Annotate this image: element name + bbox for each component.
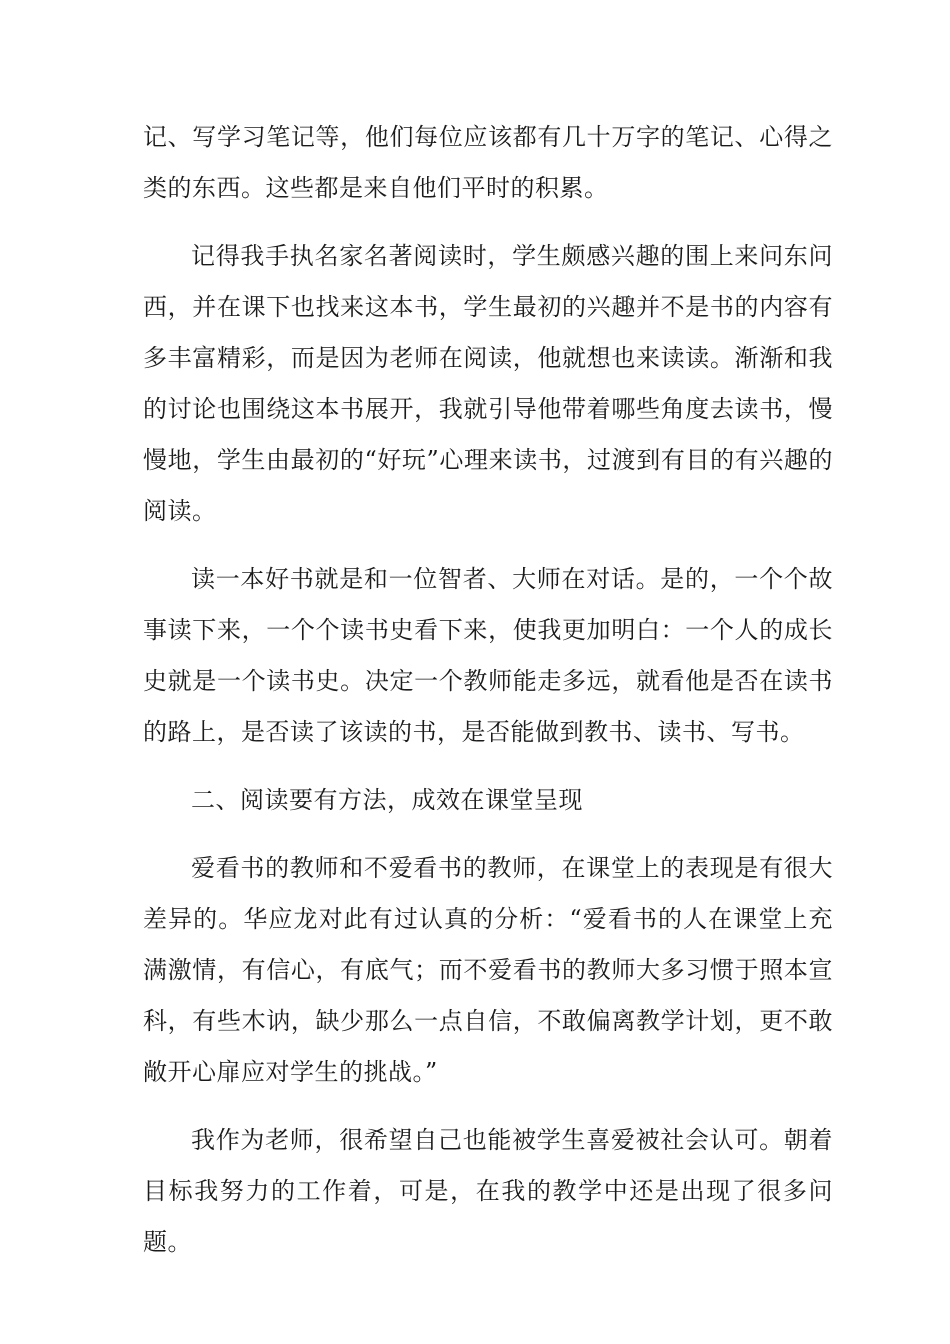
paragraph-1: 记、写学习笔记等，他们每位应该都有几十万字的笔记、心得之类的东西。这些都是来自他们平时的积累。 xyxy=(143,123,833,202)
document-body xyxy=(143,112,833,1285)
section-heading: 二、阅读要有方法，成效在课堂呈现 xyxy=(191,786,583,814)
paragraph-2: 记得我手执名家名著阅读时，学生颇感兴趣的围上来问东问西，并在课下也找来这本书，学生最初的兴趣并不是书的内容有多丰富精彩，而是因为老师在阅读，他就想也来读读。渐渐和我的讨论也围绕这本书展开，我就引导他带着哪些角度去读书，慢慢地，学生由最初的“好玩”心理来读书，过渡到有目的有兴趣的阅读。 xyxy=(143,242,833,525)
paragraph-5: 我作为老师，很希望自己也能被学生喜爱被社会认可。朝着目标我努力的工作着，可是，在我的教学中还是出现了很多问题。 xyxy=(143,1126,833,1256)
paragraph-3: 读一本好书就是和一位智者、大师在对话。是的，一个个故事读下来，一个个读书史看下来，使我更加明白：一个人的成长史就是一个读书史。决定一个教师能走多远，就看他是否在读书的路上，是否读了该读的书，是否能做到教书、读书、写书。 xyxy=(143,565,833,746)
paragraph-4: 爱看书的教师和不爱看书的教师，在课堂上的表现是有很大差异的。华应龙对此有过认真的分析：“爱看书的人在课堂上充满激情，有信心，有底气；而不爱看书的教师大多习惯于照本宣科，有些木讷，缺少那么一点自信，不敢偏离教学计划，更不敢敞开心扉应对学生的挑战。” xyxy=(143,854,833,1086)
